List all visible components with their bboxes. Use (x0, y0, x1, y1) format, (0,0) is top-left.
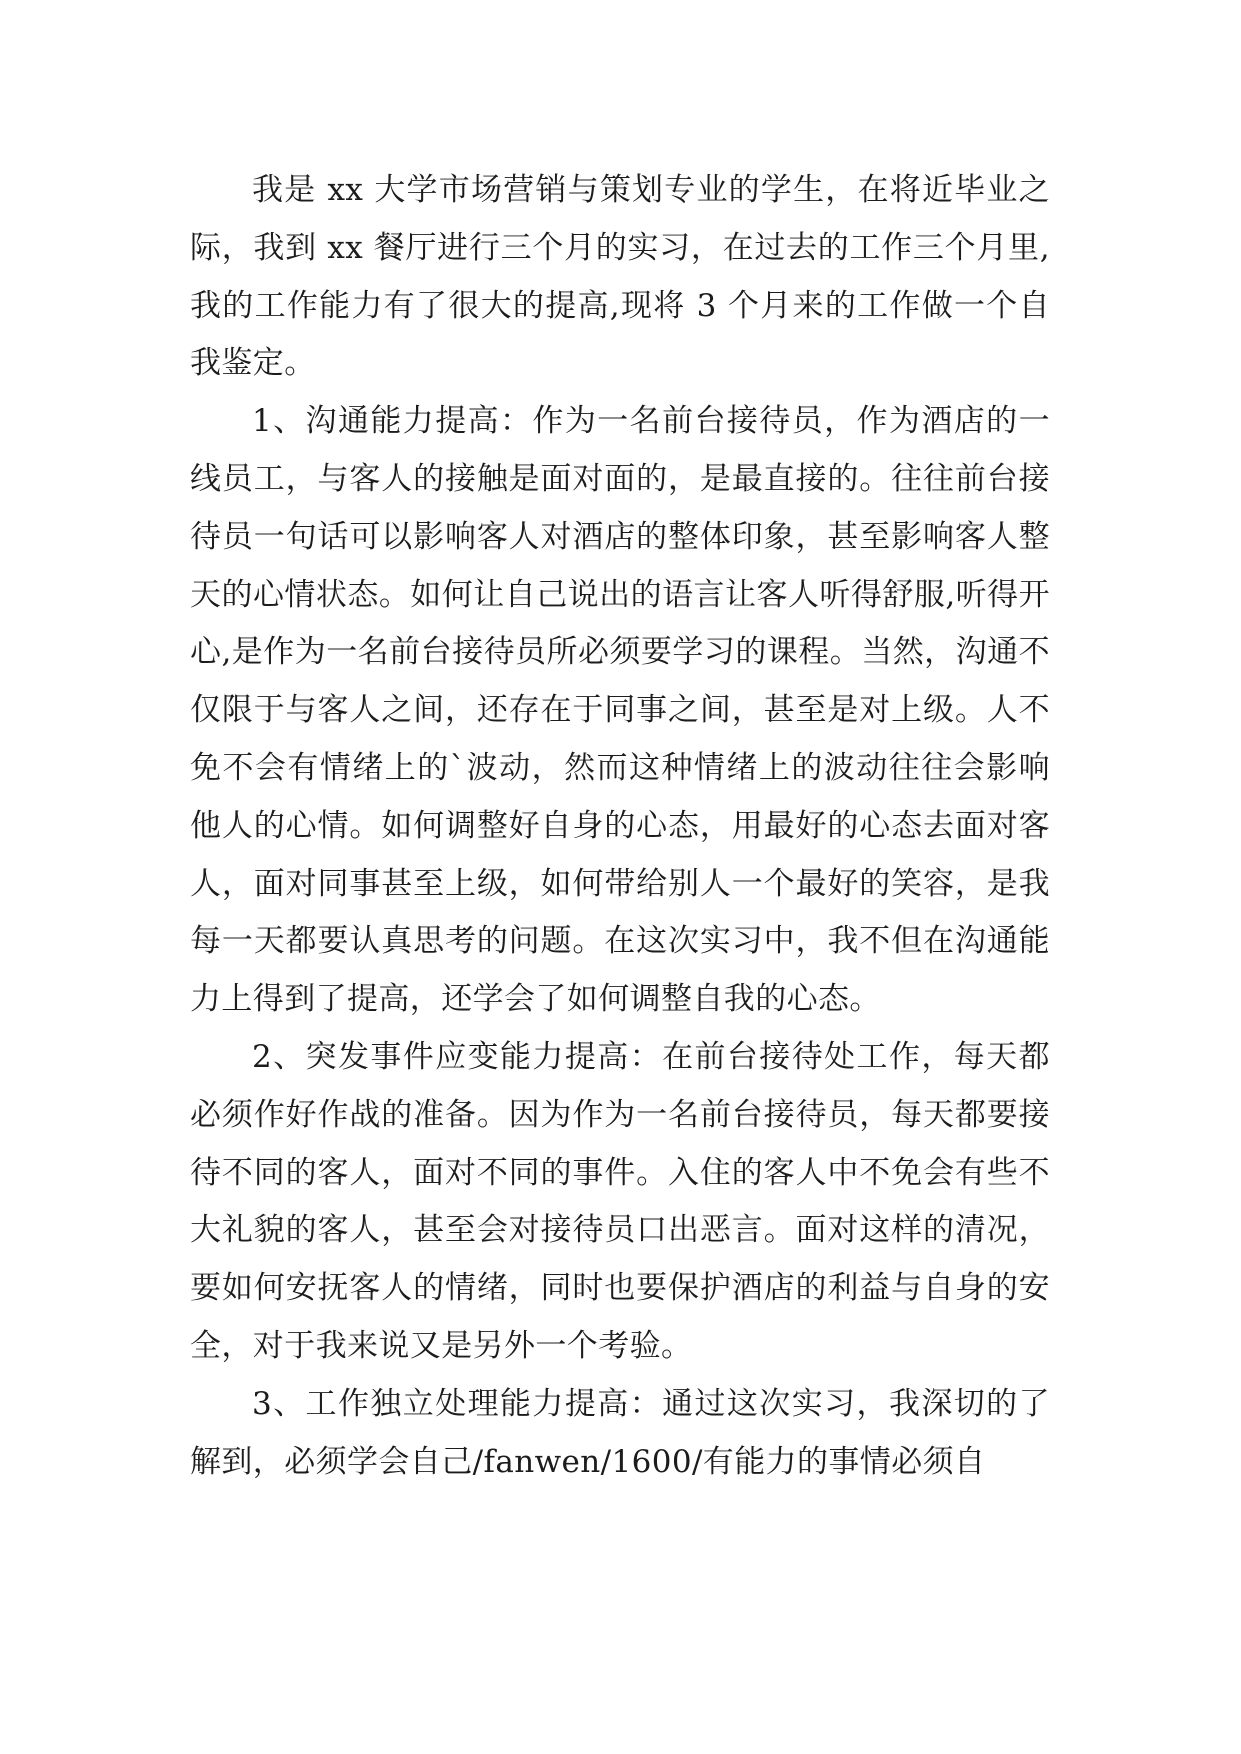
paragraph-communication: 1、沟通能力提高：作为一名前台接待员，作为酒店的一线员工，与客人的接触是面对面的，是最直接的。往往前台接待员一句话可以影响客人对酒店的整体印象，甚至影响客人整天的心情状态。如何让自己说出的语言让客人听得舒服,听得开心,是作为一名前台接待员所必须要学习的课程。当然，沟通不仅限于与客人之间，还存在于同事之间，甚至是对上级。人不免不会有情绪上的`波动，然而这种情绪上的波动往往会影响他人的心情。如何调整好自身的心态，用最好的心态去面对客人，面对同事甚至上级，如何带给别人一个最好的笑容，是我每一天都要认真思考的问题。在这次实习中，我不但在沟通能力上得到了提高，还学会了如何调整自我的心态。 (190, 403, 1050, 1018)
document-body (190, 162, 1050, 1491)
paragraph-independent-work: 3、工作独立处理能力提高：通过这次实习，我深切的了解到，必须学会自己/fanwen/1600/有能力的事情必须自 (190, 1385, 1050, 1480)
paragraph-emergency-response: 2、突发事件应变能力提高：在前台接待处工作，每天都必须作好作战的准备。因为作为一名前台接待员，每天都要接待不同的客人，面对不同的事件。入住的客人中不免会有些不大礼貌的客人，甚至会对接待员口出恶言。面对这样的清况，要如何安抚客人的情绪，同时也要保护酒店的利益与自身的安全，对于我来说又是另外一个考验。 (190, 1038, 1050, 1364)
paragraph-intro: 我是 xx 大学市场营销与策划专业的学生，在将近毕业之际，我到 xx 餐厅进行三个月的实习，在过去的工作三个月里,我的工作能力有了很大的提高,现将 3 个月来的工作做一个自我鉴定。 (190, 172, 1050, 382)
